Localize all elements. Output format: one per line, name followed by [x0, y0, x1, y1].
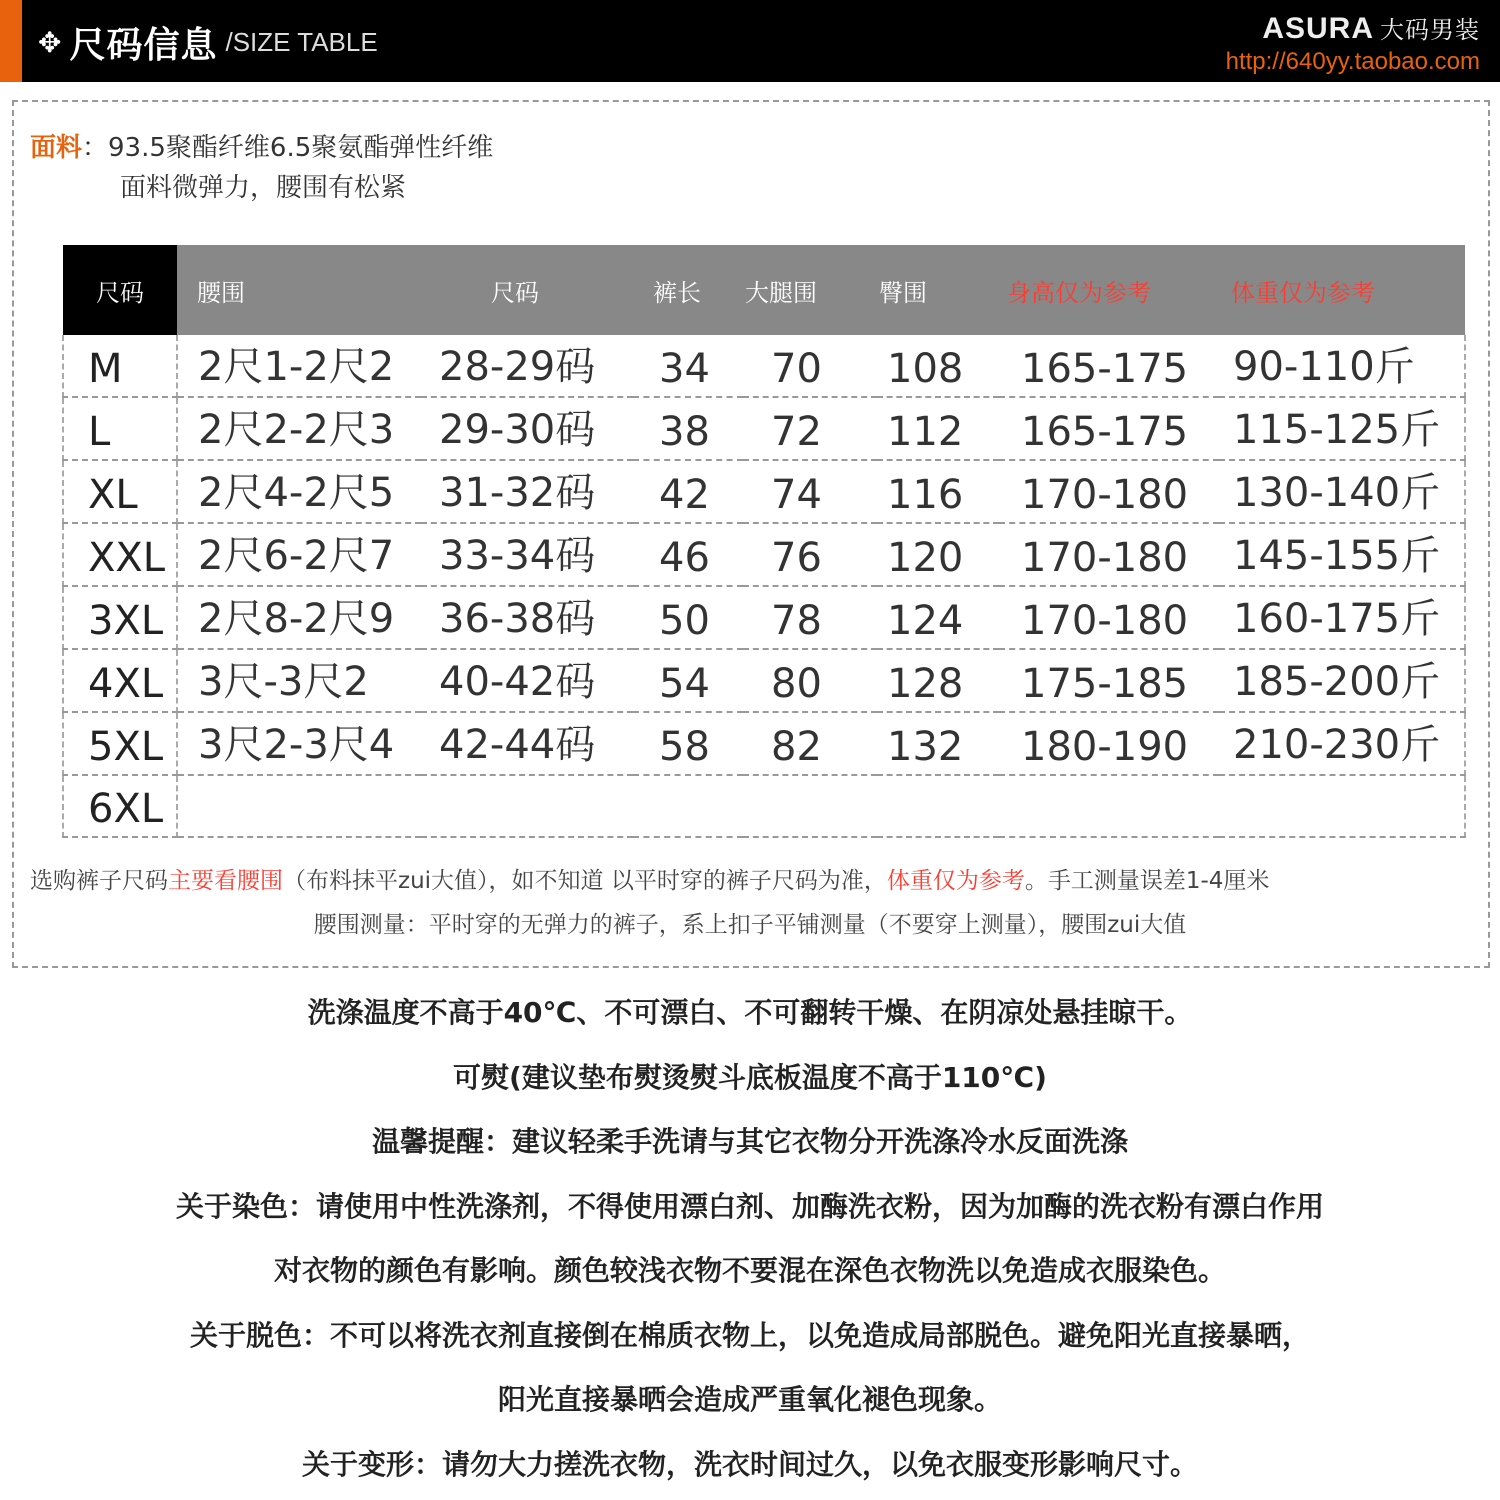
table-header-row — [63, 245, 1465, 335]
note-1d: 体重仅为参考 — [886, 868, 1025, 894]
cell-size: L — [63, 397, 177, 460]
cell-hip: 132 — [877, 712, 999, 775]
table-row — [63, 523, 1465, 586]
cell-thigh: 70 — [743, 335, 877, 397]
cell-size-code: 40-42码 — [421, 649, 633, 712]
header-size-code: 尺码 — [421, 245, 633, 335]
size-table — [62, 245, 1466, 838]
header-weight-ref: 体重仅为参考 — [1219, 245, 1465, 335]
cell-weight: 210-230斤 — [1219, 712, 1465, 775]
cell-size: 3XL — [63, 586, 177, 649]
note-1c: （布料抹平zui大值），如不知道 以平时穿的裤子尺码为准， — [283, 868, 887, 894]
cell-weight: 90-110斤 — [1219, 335, 1465, 397]
cell-thigh: 76 — [743, 523, 877, 586]
care-line: 关于脱色：不可以将洗衣剂直接倒在棉质衣物上，以免造成局部脱色。避免阳光直接暴晒， — [189, 1318, 1310, 1352]
cell-hip: 120 — [877, 523, 999, 586]
note-1a: 选购裤子尺码 — [30, 868, 168, 894]
cell-pants-length: 46 — [633, 523, 743, 586]
cell-size: M — [63, 335, 177, 397]
cell-size-code — [421, 775, 633, 837]
cell-waist: 3尺2-3尺4 — [177, 712, 421, 775]
cell-waist: 3尺-3尺2 — [177, 649, 421, 712]
table-row — [63, 712, 1465, 775]
header-waist: 腰围 — [177, 245, 421, 335]
brand-name-cn: 大码男装 — [1380, 16, 1480, 44]
cell-size-code: 28-29码 — [421, 335, 633, 397]
table-row — [63, 397, 1465, 460]
cell-hip — [877, 775, 999, 837]
header-hip: 臀围 — [877, 245, 999, 335]
page-subtitle: /SIZE TABLE — [225, 26, 378, 57]
note-1b: 主要看腰围 — [168, 868, 283, 894]
cell-pants-length: 38 — [633, 397, 743, 460]
header-height-ref: 身高仅为参考 — [999, 245, 1219, 335]
cell-height: 165-175 — [999, 335, 1219, 397]
header-size: 尺码 — [63, 245, 177, 335]
care-line: 阳光直接暴晒会造成严重氧化褪色现象。 — [497, 1383, 1002, 1416]
cell-weight — [1219, 775, 1465, 837]
header-title-group — [38, 20, 378, 64]
care-line: 关于染色：请使用中性洗涤剂，不得使用漂白剂、加酶洗衣粉，因为加酶的洗衣粉有漂白作用 — [175, 1189, 1324, 1223]
cell-waist: 2尺2-2尺3 — [177, 397, 421, 460]
care-instructions — [0, 990, 1500, 1500]
cell-pants-length: 42 — [633, 460, 743, 523]
header-pants-length: 裤长 — [633, 245, 743, 335]
cell-pants-length: 34 — [633, 335, 743, 397]
cell-size-code: 42-44码 — [421, 712, 633, 775]
cell-pants-length: 50 — [633, 586, 743, 649]
cell-thigh — [743, 775, 877, 837]
care-line: 对衣物的颜色有影响。颜色较浅衣物不要混在深色衣物洗以免造成衣服染色。 — [273, 1254, 1226, 1287]
cell-size-code: 31-32码 — [421, 460, 633, 523]
cell-weight: 160-175斤 — [1219, 586, 1465, 649]
four-point-star-icon: ✥ — [38, 25, 62, 59]
cell-size: XL — [63, 460, 177, 523]
table-row — [63, 460, 1465, 523]
care-line: 温馨提醒：建议轻柔手洗请与其它衣物分开洗涤冷水反面洗涤 — [371, 1125, 1128, 1158]
cell-hip: 124 — [877, 586, 999, 649]
fabric-label: 面料 — [30, 133, 83, 163]
cell-weight: 145-155斤 — [1219, 523, 1465, 586]
cell-height: 165-175 — [999, 397, 1219, 460]
cell-waist: 2尺6-2尺7 — [177, 523, 421, 586]
cell-height: 175-185 — [999, 649, 1219, 712]
cell-waist: 2尺8-2尺9 — [177, 586, 421, 649]
fabric-line-2: 面料微弹力，腰围有松紧 — [120, 173, 407, 203]
header-thigh: 大腿围 — [743, 245, 877, 335]
cell-weight: 130-140斤 — [1219, 460, 1465, 523]
cell-size: 5XL — [63, 712, 177, 775]
table-row — [63, 775, 1465, 837]
brand-url: http://640yy.taobao.com — [1225, 48, 1480, 75]
cell-height: 180-190 — [999, 712, 1219, 775]
cell-thigh: 72 — [743, 397, 877, 460]
cell-thigh: 82 — [743, 712, 877, 775]
brand-block — [1226, 10, 1480, 76]
note-1e: 。手工测量误差1-4厘米 — [1024, 868, 1270, 894]
brand-name — [1226, 10, 1480, 46]
cell-weight: 185-200斤 — [1219, 649, 1465, 712]
table-row — [63, 335, 1465, 397]
care-line: 关于变形：请勿大力搓洗衣物，洗衣时间过久，以免衣服变形影响尺寸。 — [301, 1447, 1198, 1481]
cell-thigh: 74 — [743, 460, 877, 523]
cell-pants-length: 58 — [633, 712, 743, 775]
cell-pants-length: 54 — [633, 649, 743, 712]
fabric-composition: ：93.5聚酯纤维6.5聚氨酯弹性纤维 — [82, 133, 494, 163]
cell-hip: 108 — [877, 335, 999, 397]
cell-height — [999, 775, 1219, 837]
cell-thigh: 80 — [743, 649, 877, 712]
cell-height: 170-180 — [999, 460, 1219, 523]
cell-height: 170-180 — [999, 523, 1219, 586]
cell-waist: 2尺4-2尺5 — [177, 460, 421, 523]
cell-height: 170-180 — [999, 586, 1219, 649]
cell-size: XXL — [63, 523, 177, 586]
table-row — [63, 586, 1465, 649]
table-body — [63, 335, 1465, 837]
fabric-line-1 — [30, 128, 493, 168]
cell-hip: 116 — [877, 460, 999, 523]
cell-size: 6XL — [63, 775, 177, 837]
cell-waist: 2尺1-2尺2 — [177, 335, 421, 397]
header-bar — [0, 0, 1500, 82]
note-line-2: 腰围测量：平时穿的无弹力的裤子，系上扣子平铺测量（不要穿上测量），腰围zui大值 — [313, 912, 1187, 938]
cell-hip: 112 — [877, 397, 999, 460]
cell-waist — [177, 775, 421, 837]
fabric-info — [30, 128, 493, 208]
cell-pants-length — [633, 775, 743, 837]
cell-size-code: 36-38码 — [421, 586, 633, 649]
cell-size-code: 29-30码 — [421, 397, 633, 460]
table-row — [63, 649, 1465, 712]
cell-hip: 128 — [877, 649, 999, 712]
cell-size-code: 33-34码 — [421, 523, 633, 586]
note-line-1 — [30, 862, 1269, 895]
cell-size: 4XL — [63, 649, 177, 712]
cell-thigh: 78 — [743, 586, 877, 649]
brand-name-en: ASURA — [1262, 12, 1374, 45]
cell-weight: 115-125斤 — [1219, 397, 1465, 460]
care-line: 洗涤温度不高于40℃、不可漂白、不可翻转干燥、在阴凉处悬挂晾干。 — [307, 996, 1193, 1029]
page-title: 尺码信息 — [69, 24, 218, 66]
care-line: 可熨(建议垫布熨烫熨斗底板温度不高于110℃) — [453, 1060, 1047, 1094]
header-accent-stripe — [0, 0, 22, 82]
